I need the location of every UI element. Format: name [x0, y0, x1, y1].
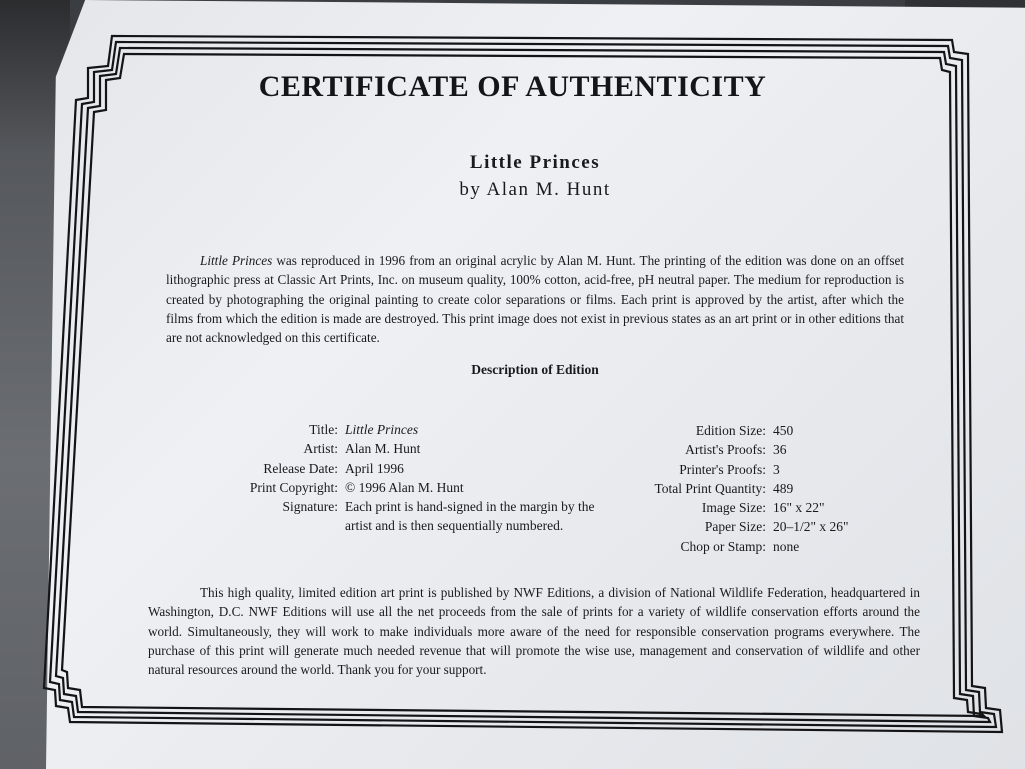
- detail-row-chop-stamp: [600, 537, 883, 556]
- detail-value: 3: [773, 461, 780, 477]
- detail-value: 489: [773, 480, 794, 496]
- detail-label: Printer's Proofs:: [679, 461, 766, 477]
- detail-value: 20–1/2" x 26": [773, 519, 849, 535]
- detail-label: Release Date:: [263, 460, 338, 476]
- work-artist-line: by Alan M. Hunt: [459, 179, 611, 200]
- intro-text: was reproduced in 1996 from an original acrylic by Alan M. Hunt. The printing of the edition was done on an offset lithographic press at Classic Art Prints, Inc. on museum quality, 100% cotton, acid-free, pH neutral paper. The medium for reproduction is created by photographing the original painting to create color separations or films. Each print is approved by the artist, after which the films from which the edition is made are destroyed. This print image does not exist in previous states as an art print or in other editions that are not acknowledged on this certificate.: [166, 253, 904, 346]
- certificate-heading: CERTIFICATE OF AUTHENTICITY: [258, 70, 767, 103]
- detail-row-total-quantity: [600, 479, 883, 498]
- detail-row-release-date: [220, 459, 605, 478]
- detail-row-artist: [220, 439, 605, 458]
- detail-label: Artist:: [303, 441, 338, 457]
- detail-value: Alan M. Hunt: [345, 441, 421, 457]
- intro-italic-title: Little Princes: [200, 253, 273, 268]
- detail-label: Paper Size:: [704, 519, 766, 535]
- detail-row-copyright: [220, 478, 605, 497]
- detail-row-edition-size: [600, 421, 883, 440]
- detail-value: none: [773, 538, 800, 554]
- detail-label: Total Print Quantity:: [654, 480, 766, 496]
- detail-label: Image Size:: [701, 500, 766, 516]
- detail-row-artists-proofs: [600, 440, 883, 459]
- work-title: Little Princes: [469, 152, 601, 173]
- detail-row-printers-proofs: [600, 460, 883, 479]
- detail-row-title: [220, 420, 605, 439]
- detail-label: Chop or Stamp:: [680, 538, 766, 554]
- detail-value: Little Princes: [345, 422, 419, 437]
- closing-paragraph: This high quality, limited edition art print is published by NWF Editions, a division of National Wildlife Federation, headquartered in Washington, D.C. NWF Editions will use all the net proceeds from the sale of prints for a variety of wildlife conservation efforts around the world. Simultaneously, they will work to make individuals more aware of the need for responsible conservation programs everywhere. The purchase of this print will generate much needed revenue that will promote the wise use, management and conservation of wildlife and other natural resources around the world. Thank you for your support.: [148, 585, 920, 678]
- detail-row-paper-size: [600, 517, 883, 536]
- detail-value: 16" x 22": [773, 500, 825, 516]
- detail-label: Title:: [309, 422, 338, 437]
- detail-value: 450: [773, 423, 794, 438]
- intro-paragraph: [166, 251, 904, 347]
- detail-label: Artist's Proofs:: [685, 442, 766, 458]
- detail-value: Each print is hand-signed in the margin by the artist and is then sequentially numbered.: [345, 499, 595, 534]
- edition-details-right: [600, 421, 883, 556]
- detail-label: Print Copyright:: [249, 479, 338, 495]
- detail-value: April 1996: [345, 460, 404, 476]
- edition-details-left: [220, 420, 605, 536]
- detail-label: Edition Size:: [695, 423, 766, 438]
- detail-row-signature: [220, 497, 605, 536]
- detail-row-image-size: [600, 498, 883, 517]
- detail-label: Signature:: [282, 499, 338, 515]
- detail-value: © 1996 Alan M. Hunt: [345, 479, 464, 495]
- detail-value: 36: [773, 442, 787, 458]
- description-heading: Description of Edition: [471, 362, 599, 377]
